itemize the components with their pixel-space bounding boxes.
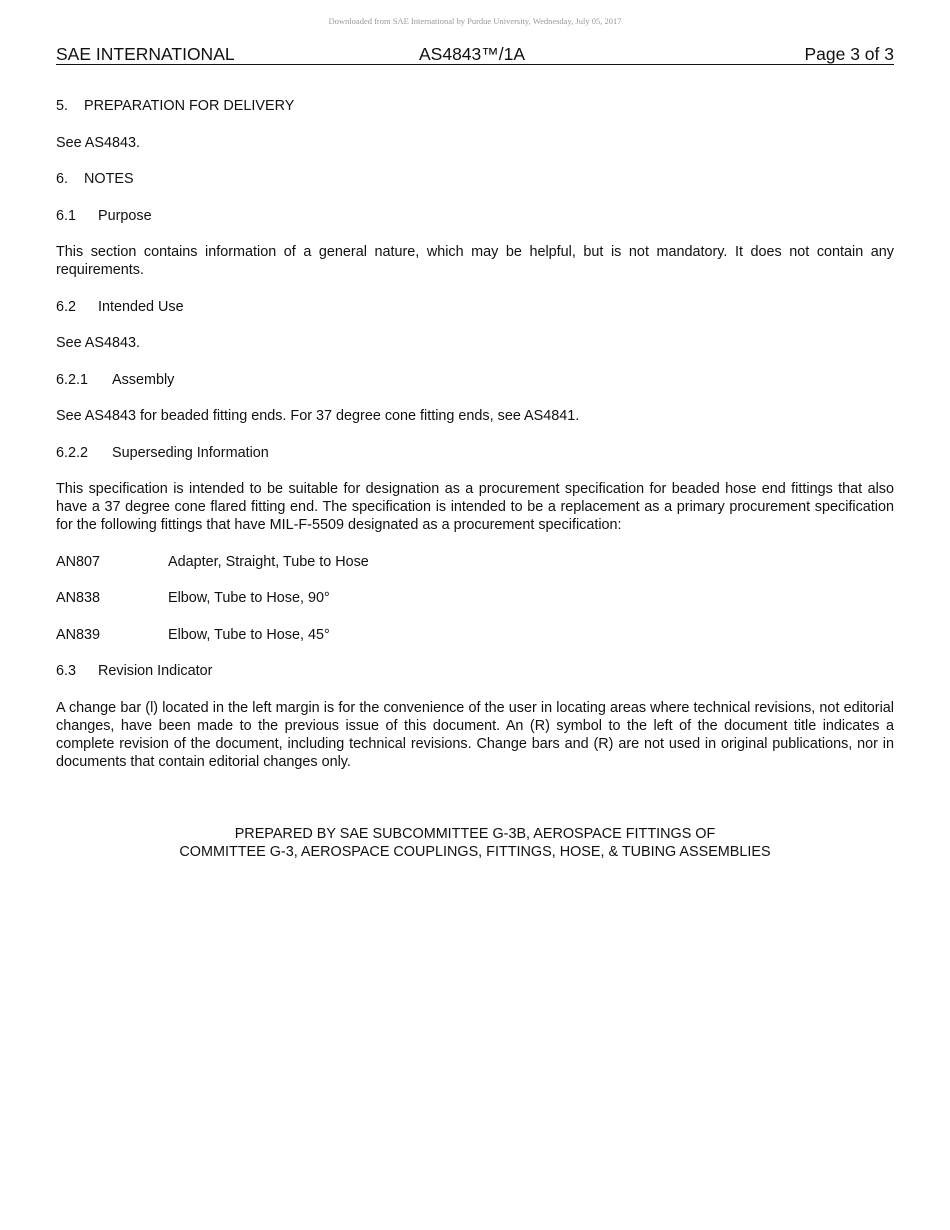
fitting-description: Elbow, Tube to Hose, 45° [168, 626, 330, 643]
section-6-1-heading [56, 207, 894, 225]
section-title: NOTES [84, 171, 134, 187]
section-6-2-heading [56, 298, 894, 316]
section-6-2-1-body: See AS4843 for beaded fitting ends. For 37 degree cone fitting ends, see AS4841. [56, 408, 580, 424]
section-5-body: See AS4843. [56, 134, 141, 151]
fitting-code: AN839 [56, 626, 101, 643]
footer-line-2: COMMITTEE G-3, AEROSPACE COUPLINGS, FITTINGS, HOSE, & TUBING ASSEMBLIES [179, 844, 771, 860]
section-6-1-body: This section contains information of a general nature, which may be helpful, but is not mandatory. It does not contain any requirements. [56, 244, 894, 278]
section-6-2-2-body: This specification is intended to be suitable for designation as a procurement specification for beaded hose end fittings that also have a 37 degree cone flared fitting end. The specification is intended to be a replacement as a primary procurement specification for the following fittings that have MIL-F-5509 designated as a procurement specification: [56, 481, 894, 533]
fitting-code: AN838 [56, 590, 101, 606]
section-title: Purpose [98, 207, 152, 224]
download-watermark: Downloaded from SAE International by Purdue University, Wednesday, July 05, 2017 [328, 16, 622, 26]
section-number: 6.2.1 [56, 371, 89, 388]
fitting-description: Adapter, Straight, Tube to Hose [168, 553, 369, 570]
fitting-row [56, 553, 894, 571]
section-number: 6.2.2 [56, 444, 89, 461]
section-number: 6.2 [56, 298, 77, 315]
fitting-code: AN807 [56, 553, 101, 570]
section-6-2-body: See AS4843. [56, 335, 141, 351]
section-title: Assembly [112, 371, 175, 388]
document-body [56, 97, 894, 789]
section-6-3-heading [56, 662, 894, 680]
section-5-heading [56, 97, 894, 115]
section-6-3-body: A change bar (l) located in the left margin is for the convenience of the user in locating areas where technical revisions, not editorial changes, have been made to the previous issue of this document. An (R) symbol to the left of the document title indicates a complete revision of the document, including technical revisions. Change bars and (R) are not used in original publications, nor in documents that contain editorial changes only. [56, 699, 894, 770]
prepared-by-footer [56, 825, 894, 861]
fitting-row [56, 626, 894, 644]
header-document-id: AS4843™/1A [419, 44, 526, 64]
section-title: PREPARATION FOR DELIVERY [84, 98, 295, 114]
section-number: 6.1 [56, 207, 77, 224]
section-6-2-1-heading [56, 371, 894, 389]
section-number: 5. [56, 98, 69, 114]
section-title: Superseding Information [112, 444, 269, 461]
section-title: Revision Indicator [98, 663, 213, 679]
page-header [56, 44, 894, 65]
fitting-description: Elbow, Tube to Hose, 90° [168, 590, 330, 606]
fitting-row [56, 589, 894, 607]
section-title: Intended Use [98, 298, 184, 315]
footer-line-1: PREPARED BY SAE SUBCOMMITTEE G-3B, AEROSPACE FITTINGS OF [234, 826, 716, 842]
section-number: 6.3 [56, 663, 77, 679]
header-organization: SAE INTERNATIONAL [56, 44, 235, 64]
section-6-2-2-heading [56, 444, 894, 462]
section-number: 6. [56, 171, 69, 187]
header-page-number: Page 3 of 3 [804, 44, 894, 64]
section-6-heading [56, 170, 894, 188]
